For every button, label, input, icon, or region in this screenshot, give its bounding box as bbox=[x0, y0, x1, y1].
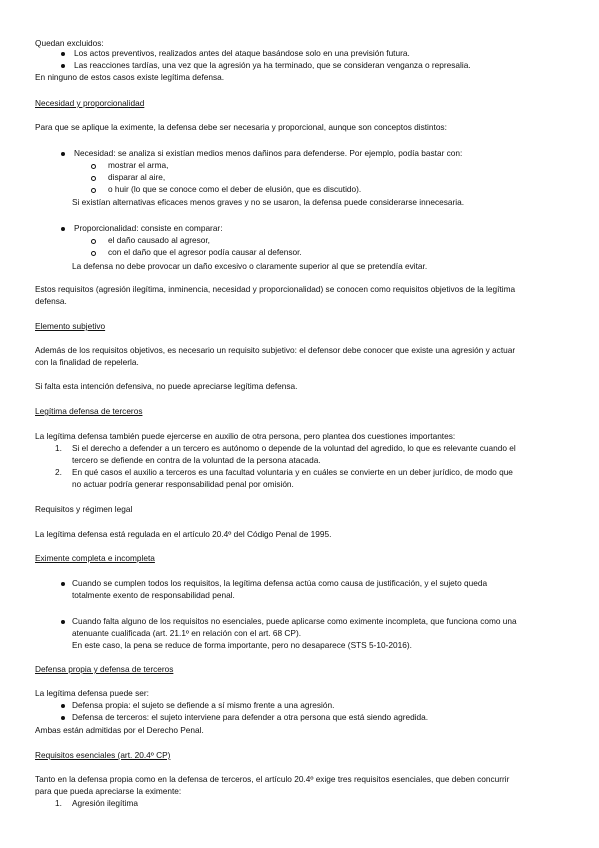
section-heading-eximente: Eximente completa e incompleta bbox=[35, 553, 155, 563]
eximente-conclusion: En este caso, la pena se reduce de forma importante, pero no desaparece (STS 5-10-2016). bbox=[72, 640, 412, 650]
terceros-item: Si el derecho a defender a un tercero es autónomo o depende de la voluntad del agredido, lo que es relevante cuando el bbox=[72, 443, 516, 453]
paragraph: con la finalidad de repelerla. bbox=[35, 357, 139, 367]
bullet bbox=[61, 582, 65, 586]
list-number: 1. bbox=[55, 443, 62, 453]
bullet bbox=[61, 620, 65, 624]
propia-item: Defensa propia: el sujeto se defiende a sí mismo frente a una agresión. bbox=[72, 700, 335, 710]
bullet bbox=[61, 227, 65, 231]
paragraph: Tanto en la defensa propia como en la defensa de terceros, el artículo 20.4º exige tres requisitos esenciales, que deben concurrir bbox=[35, 774, 510, 784]
paragraph: La legítima defensa también puede ejercerse en auxilio de otra persona, pero plantea dos cuestiones importantes: bbox=[35, 431, 456, 441]
propia-conclusion: Ambas están admitidas por el Derecho Penal. bbox=[35, 725, 204, 735]
list-number: 2. bbox=[55, 467, 62, 477]
excluded-item: Las reacciones tardías, una vez que la agresión ya ha terminado, que se consideran venganza o represalia. bbox=[74, 60, 471, 70]
bullet bbox=[61, 716, 65, 720]
proporcionalidad-sub-item: con el daño que el agresor podía causar al defensor. bbox=[108, 247, 302, 257]
paragraph: La legítima defensa puede ser: bbox=[35, 688, 149, 698]
esenciales-item: Agresión ilegítima bbox=[72, 798, 138, 808]
section-heading-necesidad: Necesidad y proporcionalidad bbox=[35, 98, 145, 108]
eximente-item: totalmente exento de responsabilidad penal. bbox=[72, 590, 235, 600]
bullet bbox=[61, 64, 65, 68]
sub-bullet bbox=[91, 164, 96, 169]
paragraph: Además de los requisitos objetivos, es necesario un requisito subjetivo: el defensor debe conocer que existe una agresión y actuar bbox=[35, 345, 516, 355]
terceros-item: no actuar podría generar responsabilidad penal por omisión. bbox=[72, 479, 294, 489]
proporcionalidad-sub-item: el daño causado al agresor, bbox=[108, 235, 210, 245]
necesidad-sub-item: o huir (lo que se conoce como el deber de elusión, que es discutido). bbox=[108, 184, 362, 194]
eximente-item: Cuando falta alguno de los requisitos no esenciales, puede aplicarse como eximente incompleta, que funciona como una bbox=[72, 616, 517, 626]
bullet bbox=[61, 52, 65, 56]
paragraph: Estos requisitos (agresión ilegítima, inminencia, necesidad y proporcionalidad) se conocen como requisitos objetivos de la legítima bbox=[35, 284, 516, 294]
section-heading-regimen: Requisitos y régimen legal bbox=[35, 504, 133, 514]
eximente-item: Cuando se cumplen todos los requisitos, la legítima defensa actúa como causa de justificación, y el sujeto queda bbox=[72, 578, 488, 588]
excluded-conclusion: En ninguno de estos casos existe legítima defensa. bbox=[35, 72, 225, 82]
terceros-item: En qué casos el auxilio a terceros es una facultad voluntaria y en cuáles se convierte en un deber jurídico, de modo que bbox=[72, 467, 513, 477]
paragraph: La legítima defensa está regulada en el artículo 20.4º del Código Penal de 1995. bbox=[35, 529, 332, 539]
section-heading-terceros: Legítima defensa de terceros bbox=[35, 406, 143, 416]
list-number: 1. bbox=[55, 798, 62, 808]
sub-bullet bbox=[91, 176, 96, 181]
paragraph: para que pueda apreciarse la eximente: bbox=[35, 786, 182, 796]
section-heading-esenciales: Requisitos esenciales (art. 20.4º CP) bbox=[35, 750, 171, 760]
paragraph: Para que se aplique la eximente, la defensa debe ser necesaria y proporcional, aunque son conceptos distintos: bbox=[35, 122, 447, 132]
sub-bullet bbox=[91, 239, 96, 244]
proporcionalidad-conclusion: La defensa no debe provocar un daño excesivo o claramente superior al que se pretendía evitar. bbox=[72, 261, 428, 271]
section-heading-propia: Defensa propia y defensa de terceros bbox=[35, 664, 174, 674]
necesidad-conclusion: Si existían alternativas eficaces menos graves y no se usaron, la defensa puede considerarse innecesaria. bbox=[72, 197, 465, 207]
eximente-item: atenuante cualificada (art. 21.1º en relación con el art. 68 CP). bbox=[72, 628, 302, 638]
sub-bullet bbox=[91, 251, 96, 256]
terceros-item: tercero se defiende en contra de la voluntad de la persona atacada. bbox=[72, 455, 321, 465]
proporcionalidad-item: Proporcionalidad: consiste en comparar: bbox=[74, 223, 223, 233]
bullet bbox=[61, 152, 65, 156]
propia-item: Defensa de terceros: el sujeto interviene para defender a otra persona que está siendo agredida. bbox=[72, 712, 429, 722]
necesidad-item: Necesidad: se analiza si existían medios menos dañinos para defenderse. Por ejemplo, podía bastar con: bbox=[74, 148, 463, 158]
bullet bbox=[61, 704, 65, 708]
excluded-item: Los actos preventivos, realizados antes del ataque basándose solo en una previsión futura. bbox=[74, 48, 410, 58]
paragraph: defensa. bbox=[35, 296, 67, 306]
necesidad-sub-item: disparar al aire, bbox=[108, 172, 166, 182]
paragraph: Si falta esta intención defensiva, no puede apreciarse legítima defensa. bbox=[35, 381, 298, 391]
excluded-heading: Quedan excluidos: bbox=[35, 38, 104, 48]
sub-bullet bbox=[91, 188, 96, 193]
necesidad-sub-item: mostrar el arma, bbox=[108, 160, 169, 170]
section-heading-subjetivo: Elemento subjetivo bbox=[35, 321, 106, 331]
